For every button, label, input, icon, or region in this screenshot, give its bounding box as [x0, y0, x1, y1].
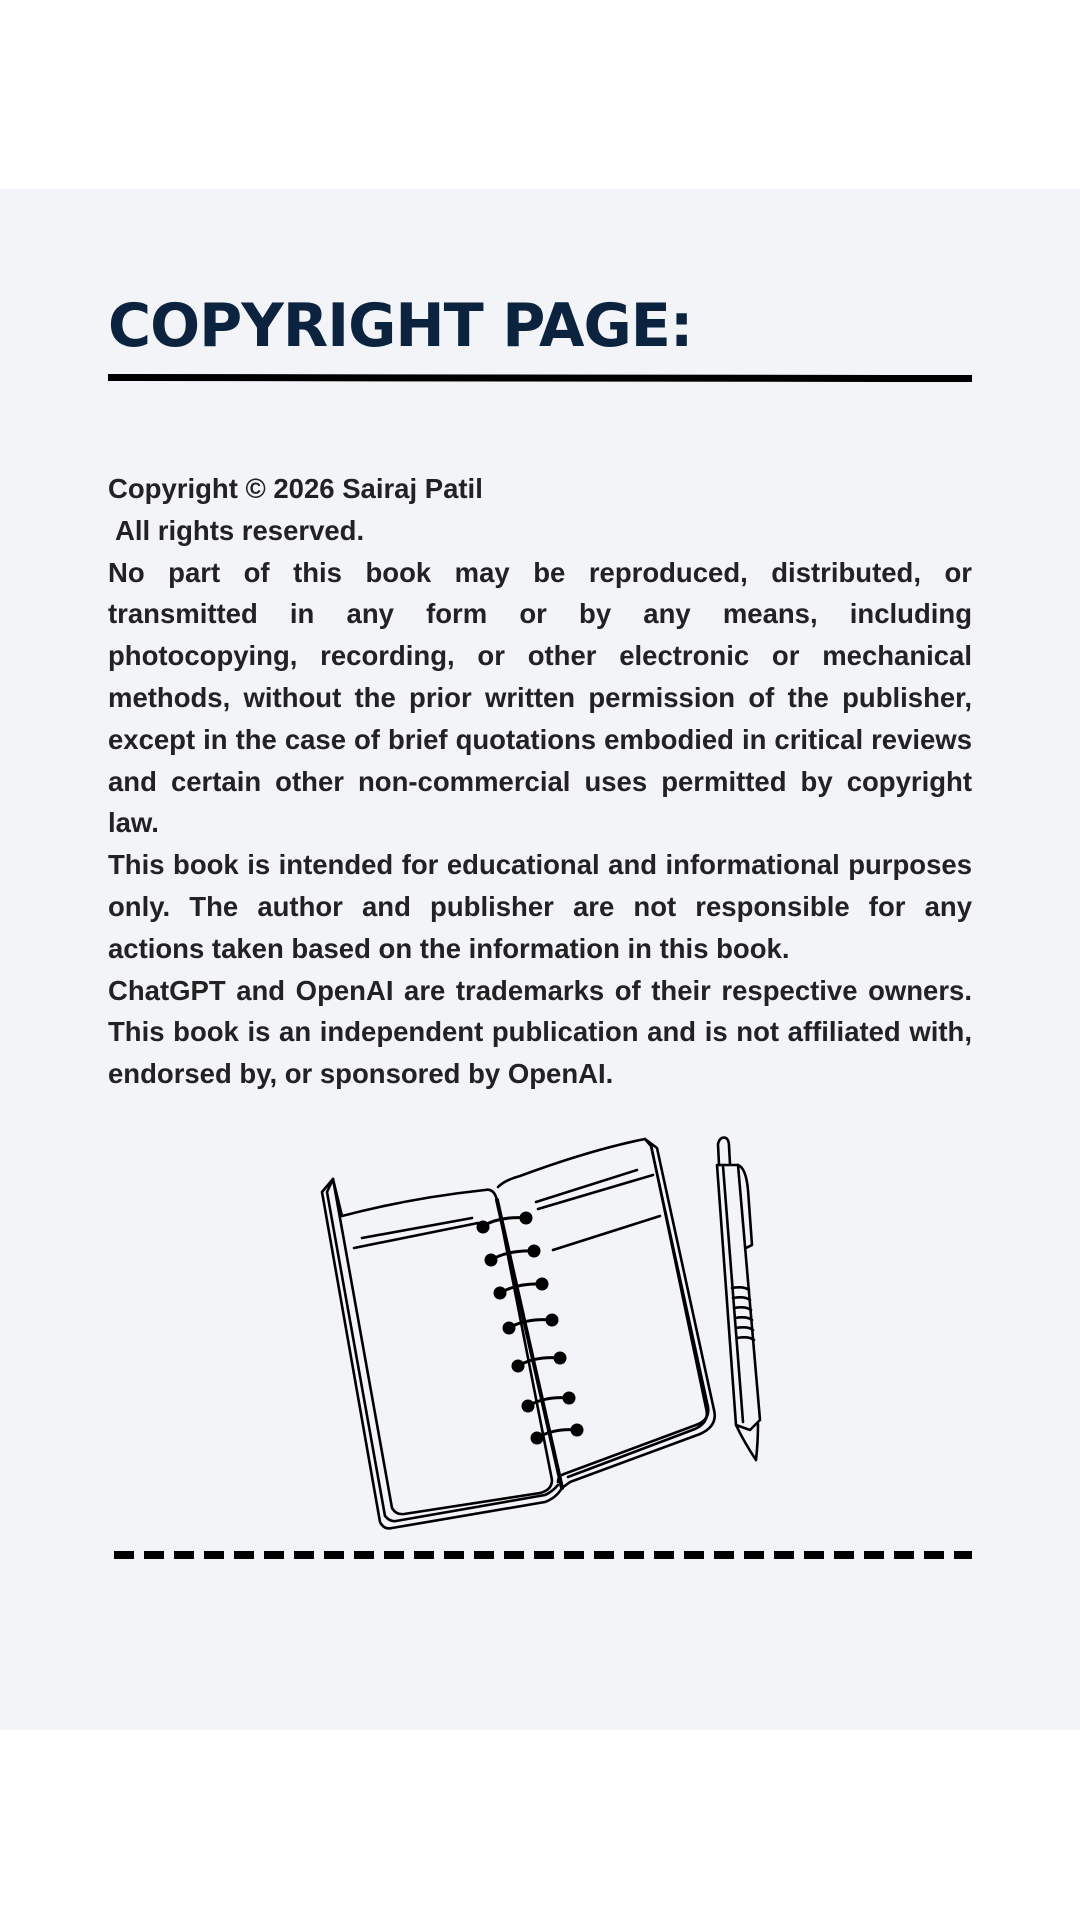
page-title: COPYRIGHT PAGE: — [108, 291, 693, 361]
copyright-line: Copyright © 2026 Sairaj Patil — [108, 473, 483, 504]
pen — [717, 1138, 760, 1460]
copyright-body — [108, 468, 972, 1095]
reproduction-notice: No part of this book may be reproduced, distributed, or transmitted in any form or by any means, including photocopying, recording, or other electronic or mechanical methods, without the prior written permission of the publisher, except in the case of brief quotations embodied in critical reviews and certain other non-commercial uses permitted by copyright law. — [108, 556, 972, 839]
title-underline — [108, 374, 972, 382]
notebook-and-pen-icon — [300, 1120, 780, 1540]
rights-reserved-line: All rights reserved. — [115, 514, 365, 546]
dashed-divider — [114, 1551, 972, 1559]
disclaimer-paragraph: This book is intended for educational and informational purposes only. The author and publisher are not responsible for any actions taken based on the information in this book. — [108, 849, 972, 964]
notebook-spine — [497, 1200, 562, 1488]
trademark-paragraph: ChatGPT and OpenAI are trademarks of their respective owners. This book is an independent publication and is not affiliated with, endorsed by, or sponsored by OpenAI. — [108, 974, 972, 1090]
notebook-right-page — [498, 1139, 715, 1488]
binder-rings — [478, 1213, 582, 1443]
